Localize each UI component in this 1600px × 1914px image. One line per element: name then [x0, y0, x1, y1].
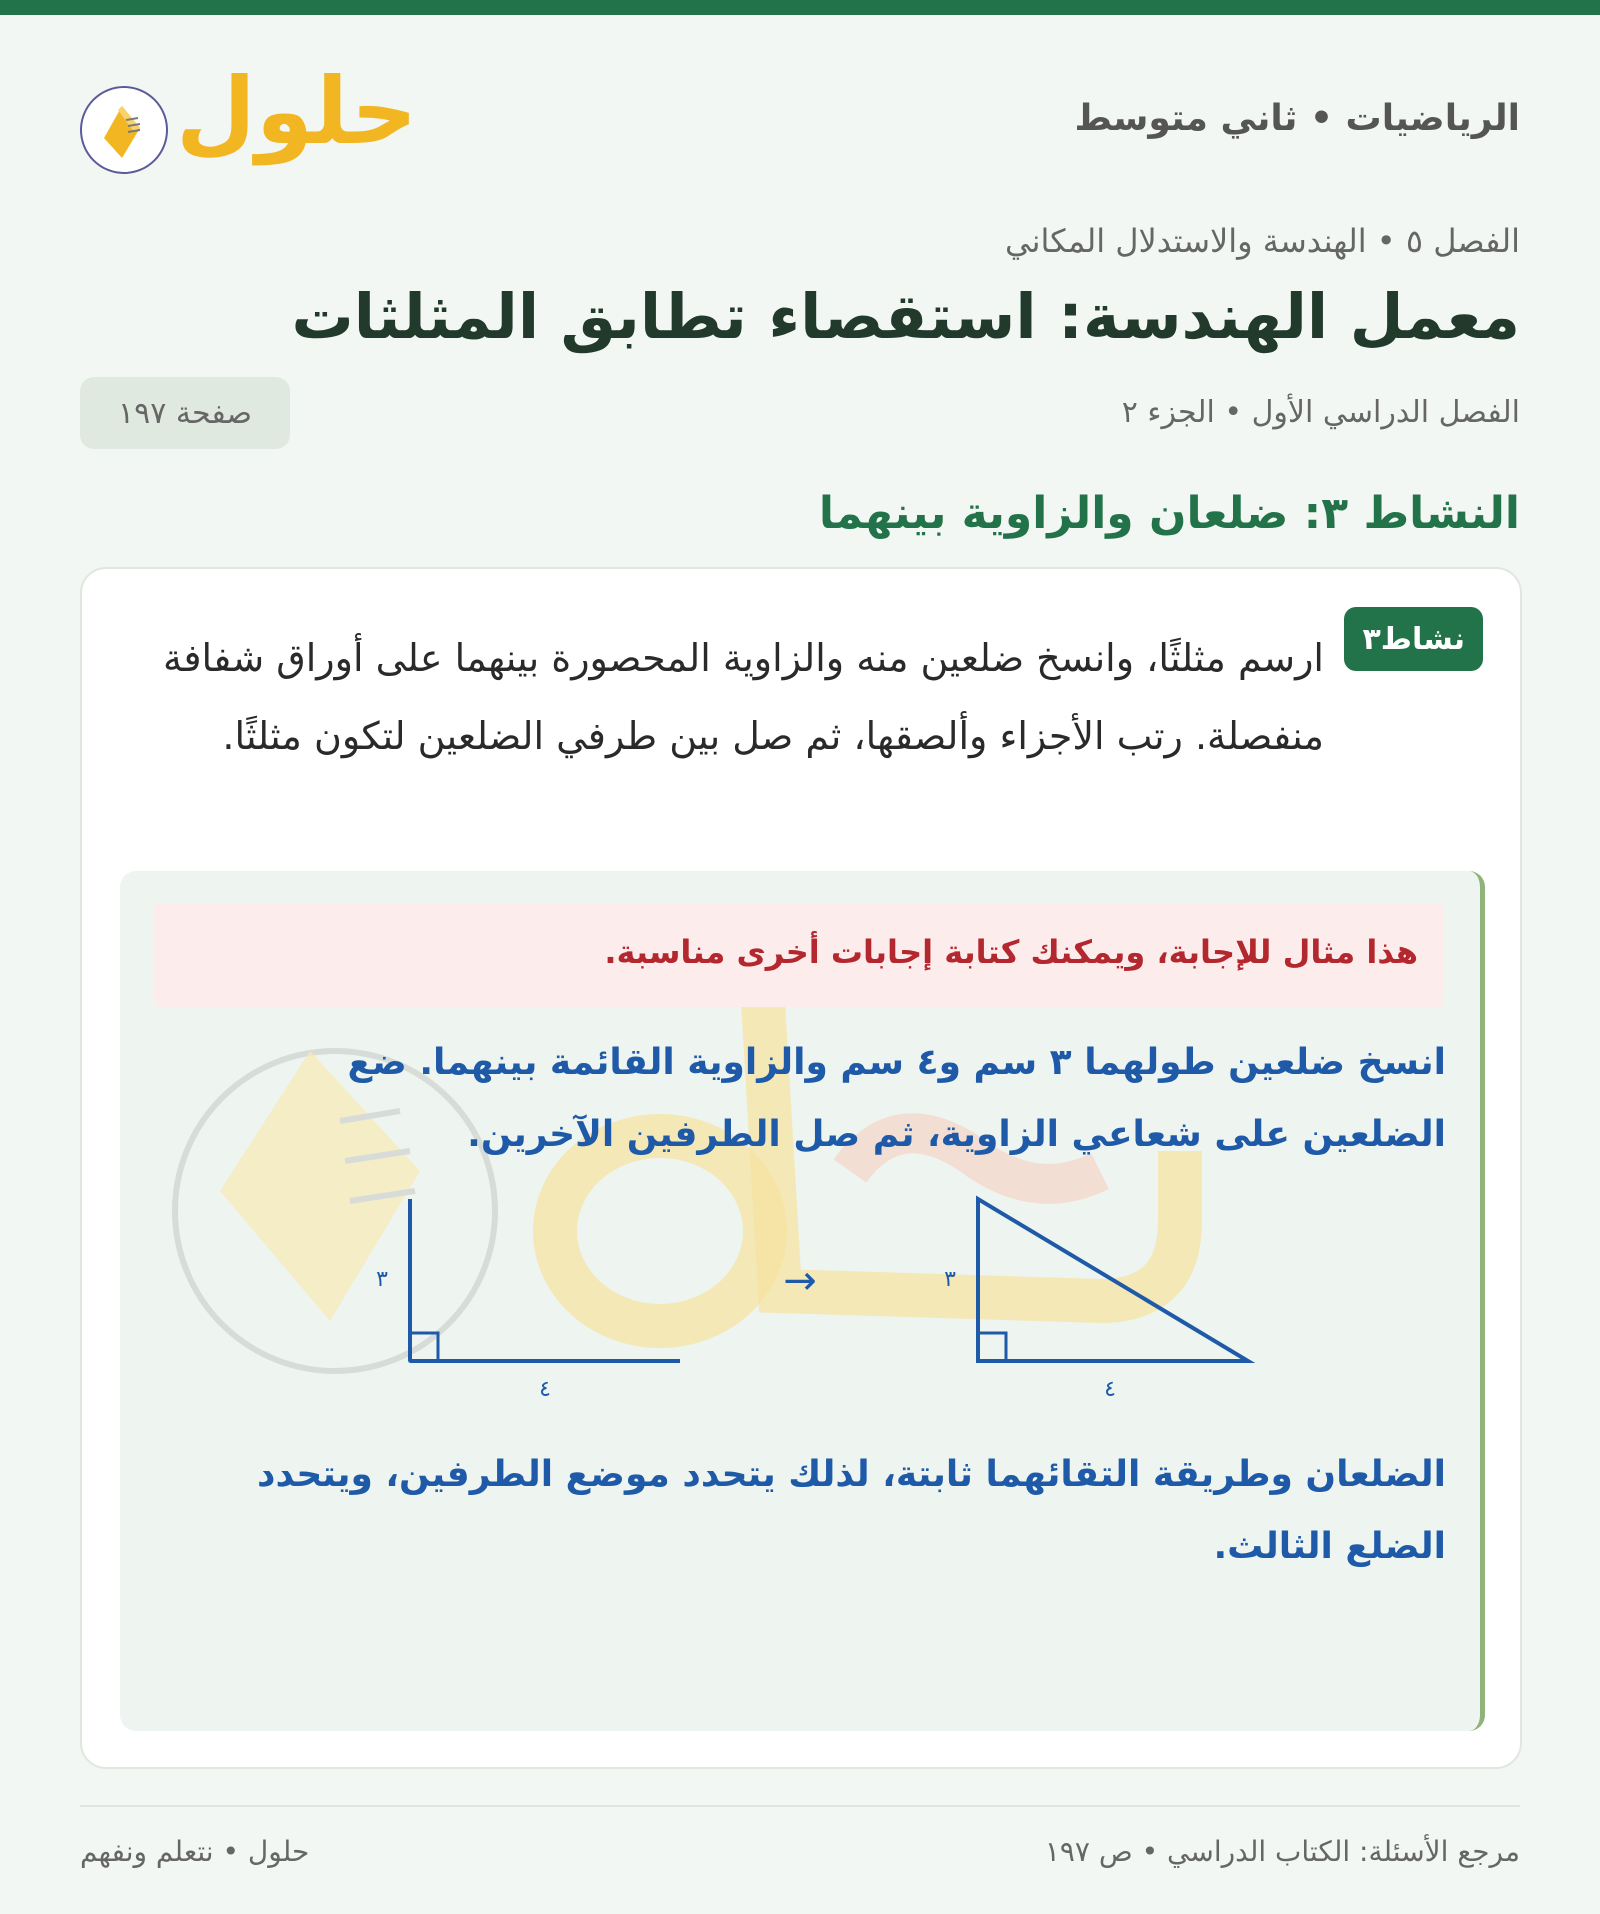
activity-heading: النشاط ٣: ضلعان والزاوية بينهما [818, 488, 1520, 539]
activity-question: ارسم مثلثًا، وانسخ ضلعين منه والزاوية المحصورة بينهما على أوراق شفافة منفصلة. رتب الأجزاء وألصقها، ثم صل بين طرفي الضلعين لتكون مثلثًا. [163, 636, 1324, 758]
answer-text-conclusion: الضلعان وطريقة التقائهما ثابتة، لذلك يتحدد موضع الطرفين، ويتحدد الضلع الثالث. [257, 1454, 1446, 1567]
activity-badge: نشاط٣ [1344, 607, 1483, 671]
left-horizontal-label: ٤ [539, 1377, 551, 1402]
page-title: معمل الهندسة: استقصاء تطابق المثلثات [291, 280, 1520, 353]
right-angle-rays [376, 1199, 680, 1402]
term-label: الفصل الدراسي الأول • الجزء ٢ [1121, 395, 1520, 430]
page-number-badge: صفحة ١٩٧ [80, 377, 290, 449]
right-vertical-label: ٣ [944, 1267, 956, 1292]
right-horizontal-label: ٤ [1104, 1377, 1116, 1402]
answer-box [120, 871, 1485, 1731]
triangle-diagram [120, 1191, 1480, 1451]
footer-brand[interactable]: حلول • نتعلم ونفهم [80, 1835, 310, 1868]
example-note-text: هذا مثال للإجابة، ويمكنك كتابة إجابات أخرى مناسبة. [604, 933, 1418, 971]
transform-arrow: → [783, 1258, 817, 1304]
top-accent-bar [0, 0, 1600, 15]
example-note [154, 903, 1444, 1007]
page-header [80, 60, 1520, 185]
left-vertical-label: ٣ [376, 1267, 388, 1292]
activity-card [80, 567, 1522, 1769]
footer-divider [80, 1805, 1520, 1807]
subject-label: الرياضيات • ثاني متوسط [1074, 98, 1520, 139]
logo-book-icon [80, 86, 168, 174]
logo-wordmark: حلول [176, 58, 418, 165]
hulul-logo[interactable] [80, 58, 418, 185]
chapter-label: الفصل ٥ • الهندسة والاستدلال المكاني [1004, 222, 1520, 260]
answer-text-steps: انسخ ضلعين طولهما ٣ سم و٤ سم والزاوية القائمة بينهما. ضع الضلعين على شعاعي الزاوية، ثم صل الطرفين الآخرين. [347, 1042, 1446, 1155]
footer-reference: مرجع الأسئلة: الكتاب الدراسي • ص ١٩٧ [1044, 1835, 1520, 1868]
completed-triangle [944, 1199, 1248, 1402]
